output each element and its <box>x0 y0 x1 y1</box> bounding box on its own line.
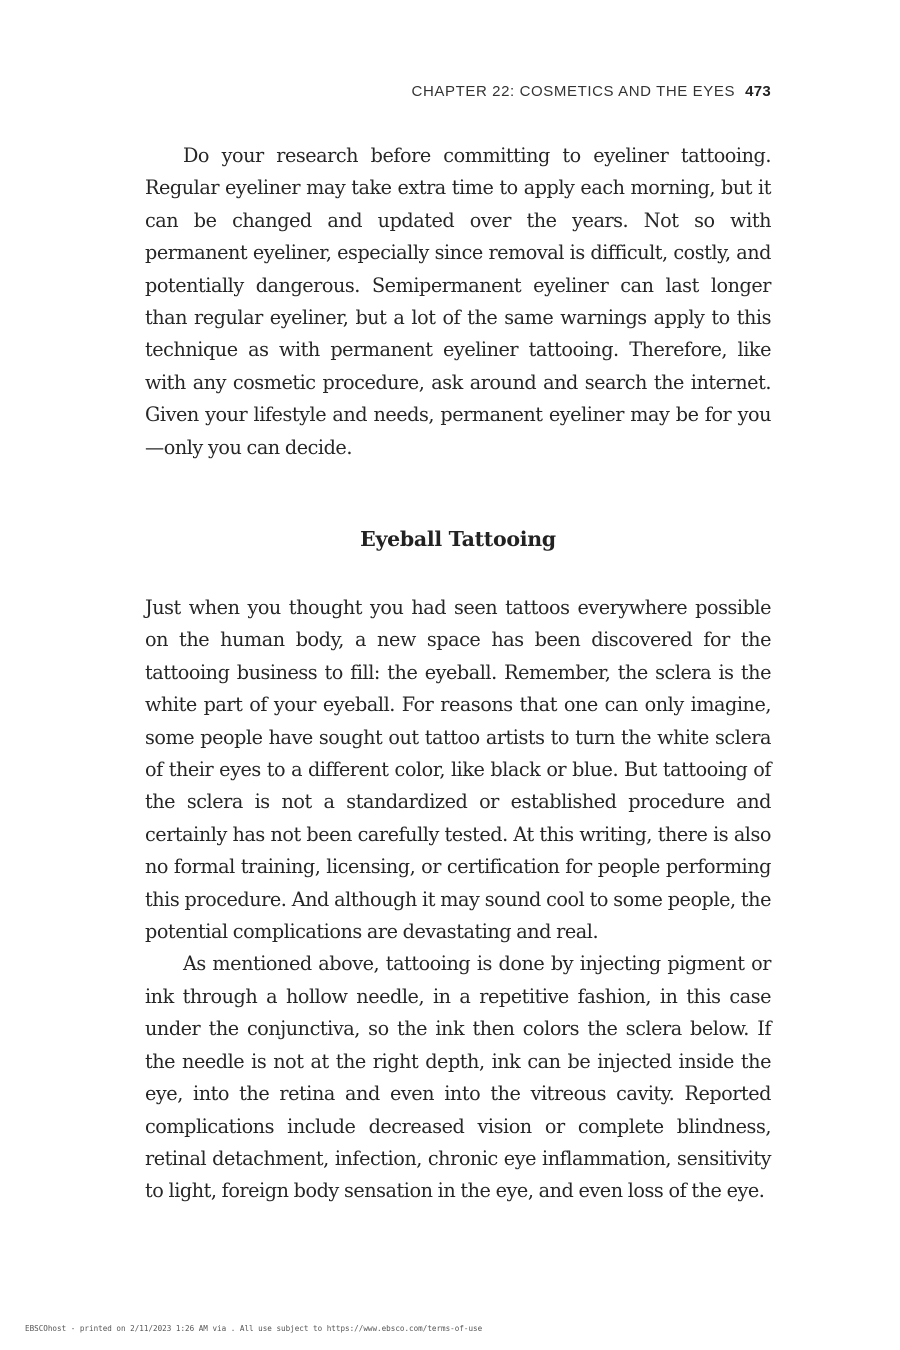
paragraph: Just when you thought you had seen tattoos everywhere possible on the human body, a new space has been discovered for the tattooing business to fill: the eyeball. Remember, the sclera is the white part of your eyeball. For reasons that one can only imagine, some people have sought out tattoo artists to turn the white sclera of their eyes to a different color, like black or blue. But tattooing of the sclera is not a standardized or established procedure and certainly has not been carefully tested. At this writing, there is also no formal training, licensing, or certification for people performing this procedure. And although it may sound cool to some people, the potential complications are devastating and real. <box>145 596 771 944</box>
chapter-title: CHAPTER 22: COSMETICS AND THE EYES <box>411 83 736 100</box>
section-heading: Eyeball Tattooing <box>360 527 556 551</box>
page-number: 473 <box>745 83 771 100</box>
running-header <box>412 83 771 100</box>
body-text-section <box>145 592 771 1208</box>
print-footer-note: EBSCOhost - printed on 2/11/2023 1:26 AM via . All use subject to https://www.ebsco.com/terms-of-use <box>25 1324 483 1333</box>
body-text-top <box>145 140 771 464</box>
paragraph: Do your research before committing to eyeliner tattooing. Regular eyeliner may take extra time to apply each morning, but it can be changed and updated over the years. Not so with permanent eyeliner, especially since removal is difficult, costly, and potentially dangerous. Semipermanent eyeliner can last longer than regular eyeliner, but a lot of the same warnings apply to this technique as with permanent eyeliner tattooing. Therefore, like with any cosmetic procedure, ask around and search the internet. Given your lifestyle and needs, permanent eyeliner may be for you—only you can decide. <box>145 144 771 459</box>
paragraph: As mentioned above, tattooing is done by injecting pigment or ink through a hollow needle, in a repetitive fashion, in this case under the conjunctiva, so the ink then colors the sclera below. If the needle is not at the right depth, ink can be injected inside the eye, into the retina and even into the vitreous cavity. Reported complications include decreased vision or complete blindness, retinal detachment, infection, chronic eye inflammation, sensitivity to light, foreign body sensation in the eye, and even loss of the eye. <box>145 952 771 1203</box>
